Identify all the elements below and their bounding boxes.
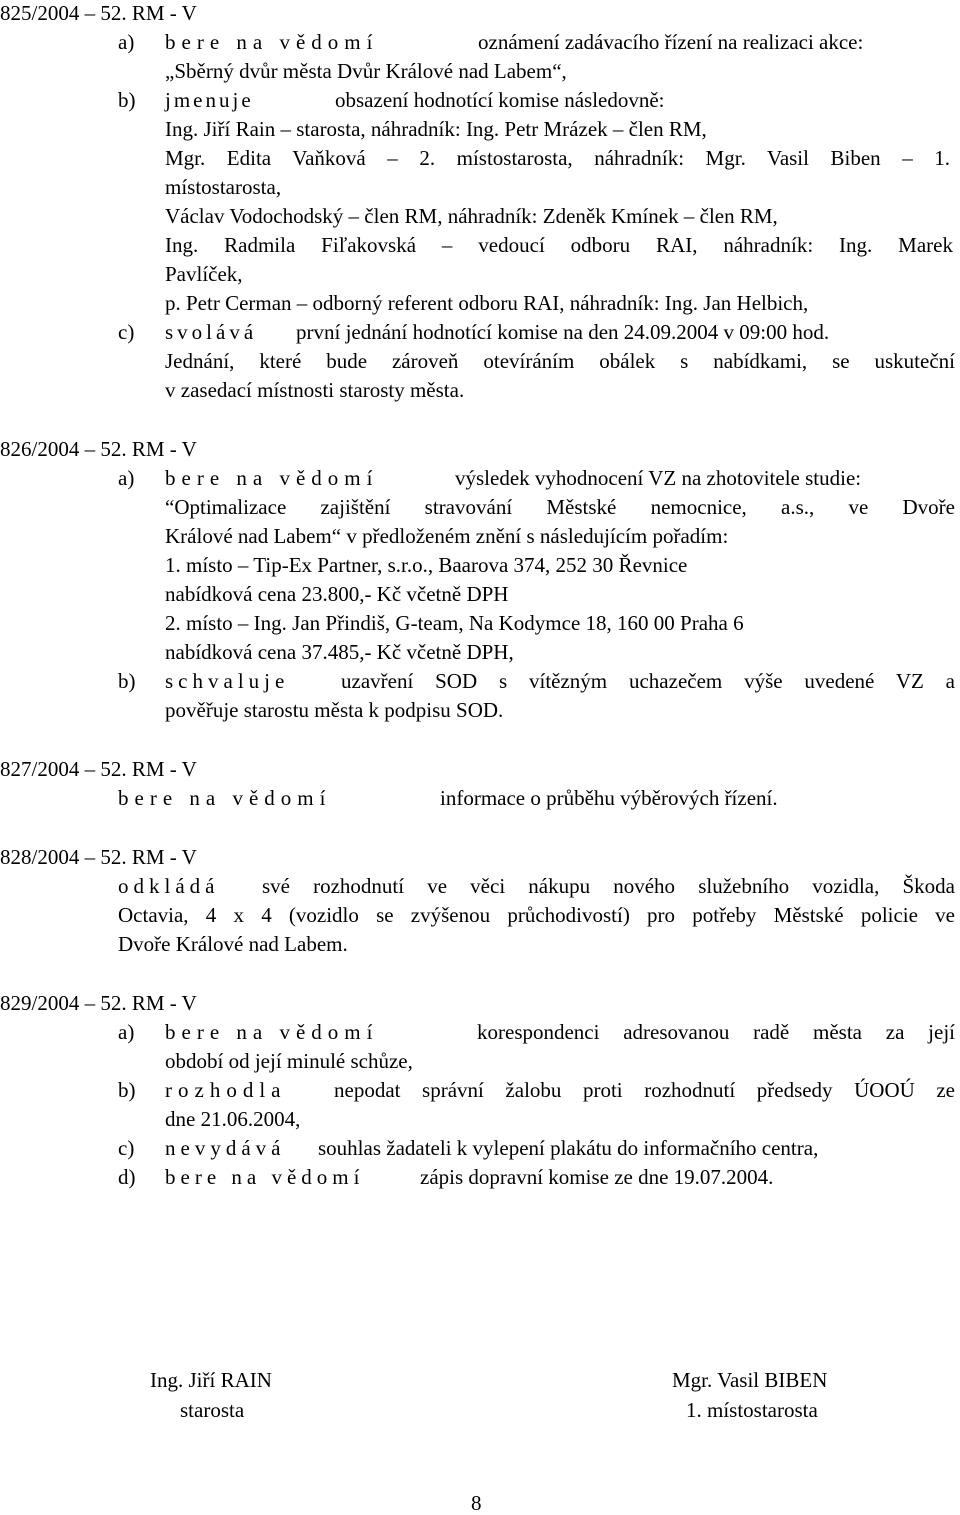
r829-c-mark: c) (118, 1136, 135, 1160)
r828-text-inner: své rozhodnutí ve věci nákupu nového služebního vozidla, Škoda (262, 874, 955, 898)
commission-member-1: Ing. Jiří Rain – starosta, náhradník: Ing. Petr Mrázek – člen RM, (165, 117, 707, 141)
r826-b-continuation: pověřuje starostu města k podpisu SOD. (165, 698, 504, 722)
signature-left-name: Ing. Jiří RAIN (150, 1368, 272, 1392)
r825-a-mark: a) (118, 30, 135, 54)
signature-right-role: 1. místostarosta (686, 1398, 818, 1422)
resolution-828-header: 828/2004 – 52. RM - V (0, 845, 197, 869)
commission-member-4-cont: Pavlíček, (165, 262, 243, 286)
r825-c-continuation-1 (165, 348, 955, 374)
commission-member-2-cont: místostarosta, (165, 175, 282, 199)
r829-c-keyword: nevydává (165, 1136, 286, 1160)
r827-text: informace o průběhu výběrových řízení. (440, 786, 778, 810)
r826-a-continuation-1-text: “Optimalizace zajištění stravování Městské nemocnice, a.s., ve Dvoře (165, 495, 955, 519)
resolution-825-header: 825/2004 – 52. RM - V (0, 1, 197, 25)
r825-c-continuation-2: v zasedací místnosti starosty města. (165, 378, 465, 402)
page-number: 8 (471, 1491, 482, 1515)
r828-text (262, 873, 955, 899)
r825-c-keyword: svolává (165, 320, 258, 344)
r829-a-text-inner: korespondenci adresovanou radě města za její (477, 1020, 955, 1044)
r826-a-continuation-2: Králové nad Labem“ v předloženém znění s následujícím pořadím: (165, 524, 729, 548)
r829-a-keyword: bere na vědomí (165, 1020, 379, 1044)
r826-price-1: nabídková cena 23.800,- Kč včetně DPH (165, 582, 509, 606)
signature-left-role: starosta (180, 1398, 245, 1422)
r826-a-mark: a) (118, 466, 135, 490)
r829-b-keyword: rozhodla (165, 1078, 287, 1102)
commission-member-3: Václav Vodochodský – člen RM, náhradník: Zdeněk Kmínek – člen RM, (165, 204, 778, 228)
r825-a-continuation: „Sběrný dvůr města Dvůr Králové nad Labem“, (165, 59, 567, 83)
r828-continuation-2: Dvoře Králové nad Labem. (118, 932, 348, 956)
commission-member-2 (165, 145, 950, 171)
r829-b-continuation: dne 21.06.2004, (165, 1107, 301, 1131)
r829-d-text: zápis dopravní komise ze dne 19.07.2004. (420, 1165, 774, 1189)
r829-a-text (477, 1019, 955, 1045)
r829-a-continuation: období od její minulé schůze, (165, 1049, 413, 1073)
r825-b-keyword: jmenuje (165, 88, 254, 112)
r826-a-keyword: bere na vědomí (165, 466, 379, 490)
resolution-829-header: 829/2004 – 52. RM - V (0, 991, 197, 1015)
r825-c-text: první jednání hodnotící komise na den 24.09.2004 v 09:00 hod. (296, 320, 830, 344)
r827-keyword: bere na vědomí (118, 786, 332, 810)
r826-place-2: 2. místo – Ing. Jan Přindiš, G-team, Na Kodymce 18, 160 00 Praha 6 (165, 611, 744, 635)
r829-b-text (334, 1077, 955, 1103)
r826-b-keyword: schvaluje (165, 669, 290, 693)
r826-b-mark: b) (118, 669, 136, 693)
r828-keyword: odkládá (118, 874, 220, 898)
r826-price-2: nabídková cena 37.485,- Kč včetně DPH, (165, 640, 514, 664)
r825-c-mark: c) (118, 320, 135, 344)
r825-b-mark: b) (118, 88, 136, 112)
r829-c-text: souhlas žadateli k vylepení plakátu do informačního centra, (318, 1136, 819, 1160)
r825-b-text: obsazení hodnotící komise následovně: (335, 88, 665, 112)
r829-b-mark: b) (118, 1078, 136, 1102)
r826-b-text-inner: uzavření SOD s vítězným uchazečem výše uvedené VZ a (341, 669, 955, 693)
r825-a-keyword: bere na vědomí (165, 30, 379, 54)
commission-member-2-text: Mgr. Edita Vaňková – 2. místostarosta, náhradník: Mgr. Vasil Biben – 1. (165, 146, 950, 170)
commission-member-5: p. Petr Cerman – odborný referent odboru RAI, náhradník: Ing. Jan Helbich, (165, 291, 809, 315)
r829-d-mark: d) (118, 1165, 136, 1189)
r828-continuation-1 (118, 902, 955, 928)
commission-member-4-text: Ing. Radmila Fiľakovská – vedoucí odboru RAI, náhradník: Ing. Marek (165, 233, 953, 257)
resolution-826-header: 826/2004 – 52. RM - V (0, 437, 197, 461)
r826-b-text (341, 668, 955, 694)
r826-place-1: 1. místo – Tip-Ex Partner, s.r.o., Baarova 374, 252 30 Řevnice (165, 553, 688, 577)
r826-a-continuation-1 (165, 494, 955, 520)
r825-c-continuation-1-text: Jednání, které bude zároveň otevíráním obálek s nabídkami, se uskuteční (165, 349, 955, 373)
signature-right-name: Mgr. Vasil BIBEN (672, 1368, 828, 1392)
r828-continuation-1-text: Octavia, 4 x 4 (vozidlo se zvýšenou průchodivostí) pro potřeby Městské policie ve (118, 903, 955, 927)
resolution-827-header: 827/2004 – 52. RM - V (0, 757, 197, 781)
r826-a-text: výsledek vyhodnocení VZ na zhotovitele studie: (455, 466, 862, 490)
r825-a-text: oznámení zadávacího řízení na realizaci akce: (478, 30, 864, 54)
commission-member-4 (165, 232, 953, 258)
r829-a-mark: a) (118, 1020, 135, 1044)
r829-d-keyword: bere na vědomí (165, 1165, 365, 1189)
r829-b-text-inner: nepodat správní žalobu proti rozhodnutí předsedy ÚOOÚ ze (334, 1078, 955, 1102)
